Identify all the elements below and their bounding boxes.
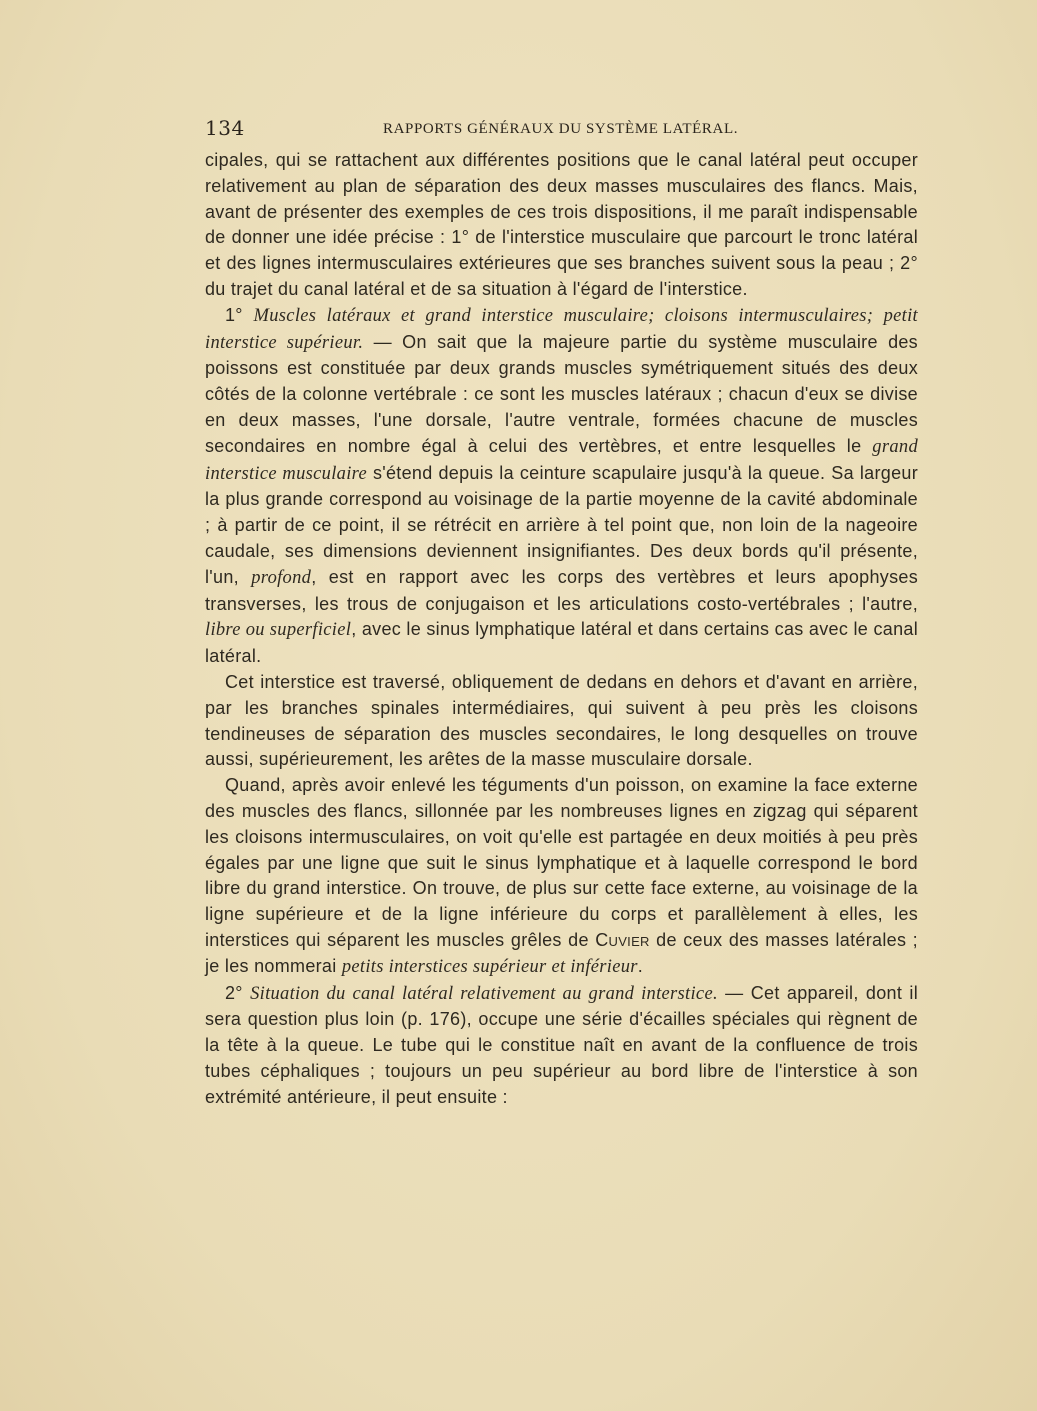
italic-term: grand interstice musculaire bbox=[205, 436, 918, 484]
section-heading: Muscles latéraux et grand interstice musculaire; cloisons intermusculaires; petit interstice supérieur. bbox=[205, 305, 918, 353]
paragraph-2 bbox=[205, 303, 918, 670]
italic-term: petits interstices supérieur et inférieur bbox=[341, 956, 638, 977]
page-number: 134 bbox=[205, 116, 245, 140]
text-segment: — Cet appareil, dont il sera question plus loin (p. 176), occupe une série d'écailles spéciales qui règnent de la tête à la queue. Le tube qui le constitue naît en avant de la confluence de trois tubes céphaliques ; toujours un peu supérieur au bord libre de l'interstice à son extrémité antérieure, il peut ensuite : bbox=[205, 982, 918, 1107]
text-segment: cipales, qui se rattachent aux différentes positions que le canal latéral peut occuper relativement au plan de séparation des deux masses musculaires des flancs. Mais, avant de présenter des exemples de ces trois dispositions, il me paraît indispensable de donner une idée précise : 1° de l'interstice musculaire que parcourt le tronc latéral et des lignes intermusculaires extérieures que ses branches suivent sous la peau ; 2° du trajet du canal latéral et de sa situation à l'égard de l'interstice. bbox=[205, 150, 918, 299]
text-segment: , est en rapport avec les corps des vertèbres et leurs apophyses transverses, les trous de conjugaison et les articulations costo-vertébrales ; l'autre, bbox=[205, 566, 918, 614]
text-segment: de ceux des masses latérales ; je les nommerai bbox=[205, 929, 918, 976]
text-segment: Cet interstice est traversé, obliquement de dedans en dehors et d'avant en arrière, par les branches spinales intermédiaires, qui suivent à peu près les cloisons tendineuses de séparation des muscles secondaires, le long desquelles on trouve aussi, supérieurement, les arêtes de la masse musculaire dorsale. bbox=[205, 671, 918, 770]
text-segment: s'étend depuis la ceinture scapulaire jusqu'à la queue. Sa largeur la plus grande correspond au voisinage de la partie moyenne de la cavité abdominale ; à partir de ce point, il se rétrécit en arrière à tel point que, non loin de la nageoire caudale, ses dimensions deviennent insignifiantes. Des deux bords qu'il présente, l'un, bbox=[205, 462, 918, 587]
italic-term: libre ou superficiel bbox=[205, 620, 352, 641]
page-header bbox=[205, 116, 918, 140]
text-segment: — On sait que la majeure partie du système musculaire des poissons est constituée par deux grands muscles symétriquement situés des deux côtés de la colonne vertébrale : ce sont les muscles latéraux ; chacun d'eux se divise en deux masses, l'une dorsale, l'autre ventrale, formées chacune de muscles secondaires en nombre égal à celui des vertèbres, et entre lesquelles le bbox=[205, 331, 918, 456]
paragraph-1 bbox=[205, 148, 918, 303]
running-head: RAPPORTS GÉNÉRAUX DU SYSTÈME LATÉRAL. bbox=[383, 121, 739, 137]
italic-term: profond bbox=[251, 567, 312, 588]
paragraph-4 bbox=[205, 773, 918, 980]
section-number: 2° bbox=[225, 982, 251, 1003]
author-name: Cuvier bbox=[595, 929, 650, 950]
body-text bbox=[205, 148, 918, 1110]
section-heading: Situation du canal latéral relativement au grand interstice. bbox=[250, 983, 718, 1004]
section-number: 1° bbox=[225, 304, 254, 325]
text-segment: . bbox=[637, 955, 644, 976]
text-segment: Quand, après avoir enlevé les téguments d'un poisson, on examine la face externe des muscles des flancs, sillonnée par les nombreuses lignes en zigzag qui séparent les cloisons intermusculaires, on voit qu'elle est partagée en deux moitiés à peu près égales par une ligne que suit le sinus lymphatique et à laquelle correspond le bord libre du grand interstice. On trouve, de plus sur cette face externe, au voisinage de la ligne supérieure et de la ligne inférieure du corps et parallèlement à elles, les interstices qui séparent les muscles grêles de bbox=[205, 775, 918, 950]
paragraph-3 bbox=[205, 670, 918, 773]
paragraph-5 bbox=[205, 981, 918, 1111]
text-segment: , avec le sinus lymphatique latéral et dans certains cas avec le canal latéral. bbox=[205, 619, 918, 667]
